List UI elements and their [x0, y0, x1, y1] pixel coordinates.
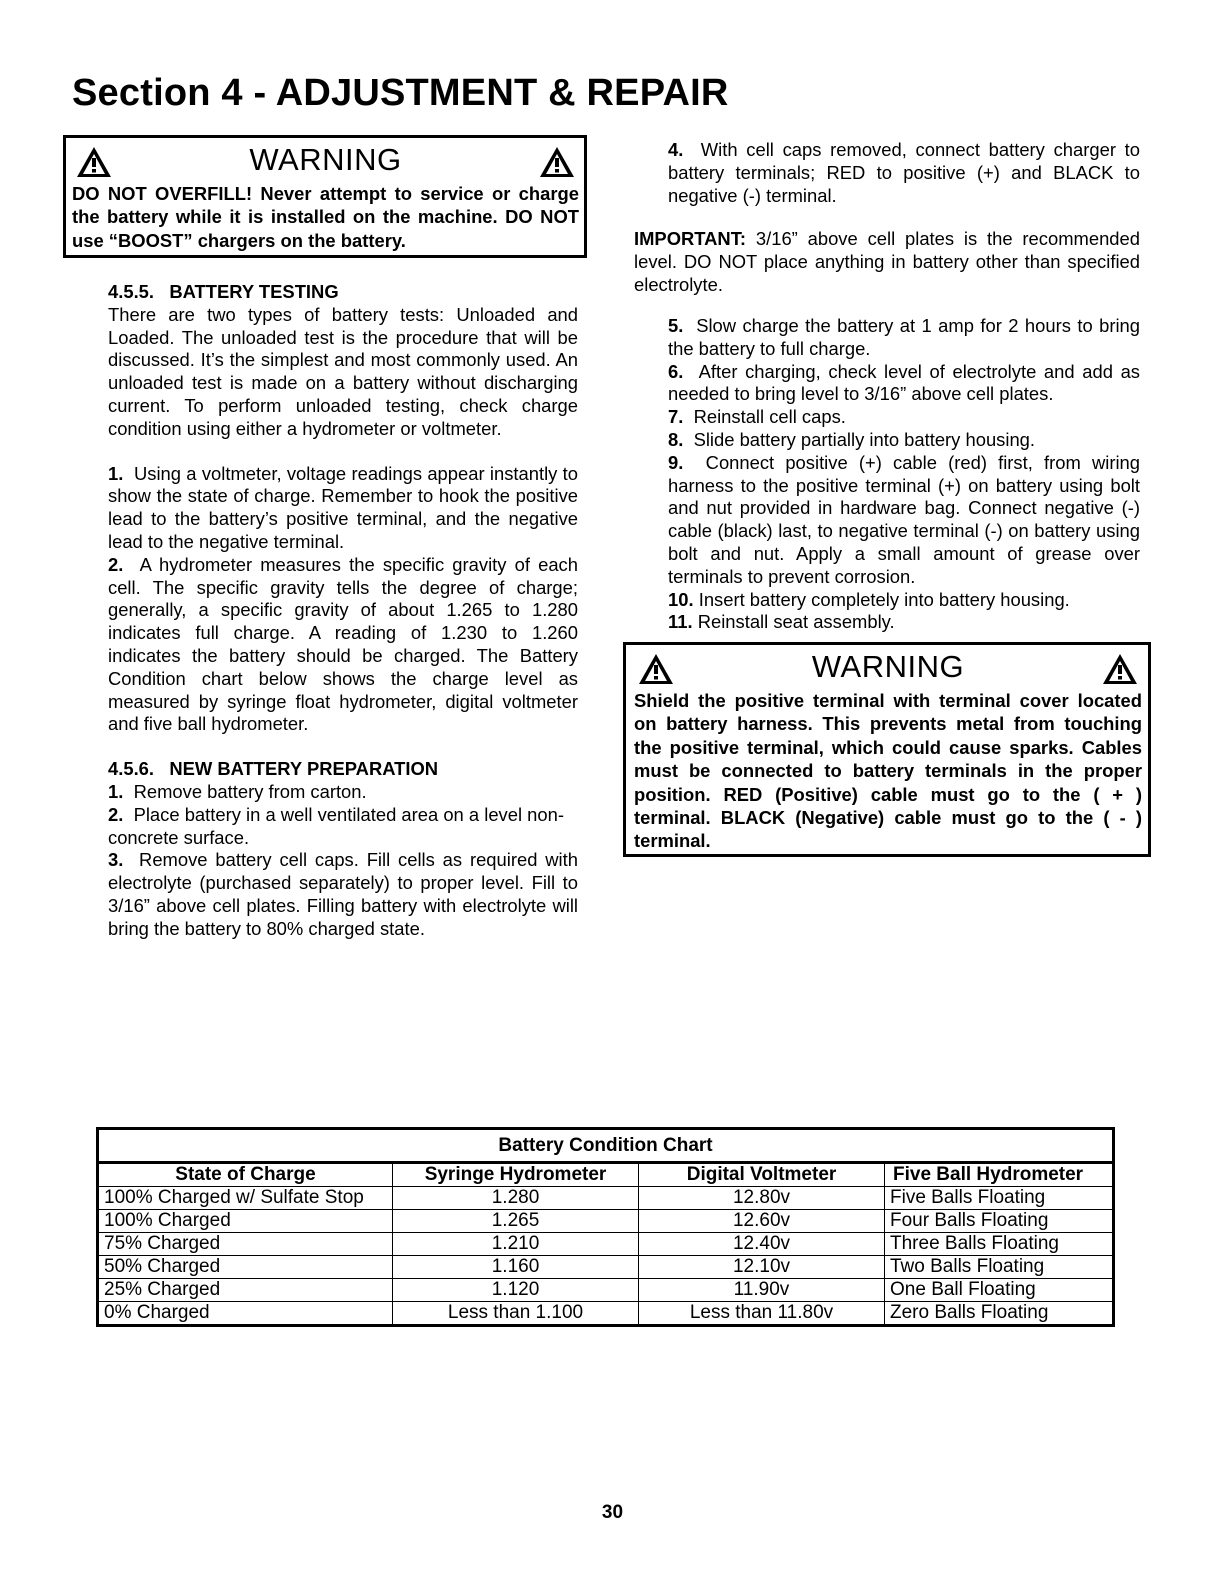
item-text: With cell caps removed, connect battery charger to battery terminals; RED to positive (+) and BLACK to negative (-) terminal. — [668, 139, 1140, 206]
column-header-syringe: Syringe Hydrometer — [393, 1164, 639, 1187]
table-header-row — [99, 1164, 1112, 1187]
table-cell: 100% Charged — [99, 1210, 393, 1233]
warning-triangle-icon — [76, 146, 112, 178]
list-item — [668, 429, 1140, 452]
important-text: 3/16” above cell plates is the recommended level. DO NOT place anything in battery other than specified electrolyte. — [634, 228, 1140, 295]
item-text: After charging, check level of electrolyte and add as needed to bring level to 3/16” above cell plates. — [668, 360, 1140, 405]
list-item — [668, 589, 1140, 612]
table-cell: 1.120 — [393, 1279, 639, 1302]
heading-number: 4.5.6. — [108, 758, 155, 780]
item-number: 3. — [108, 849, 124, 871]
column-header-state: State of Charge — [99, 1164, 393, 1187]
table-cell: 1.160 — [393, 1256, 639, 1279]
item-number: 2. — [108, 553, 124, 575]
page-number: 30 — [601, 1502, 624, 1523]
chart-title: Battery Condition Chart — [99, 1130, 1112, 1164]
item-text: Remove battery cell caps. Fill cells as required with electrolyte (purchased separately) to proper level. Fill to 3/16” above cell plates. Filling battery with electrolyte will bring the battery to 80% charged state. — [108, 849, 578, 939]
table-cell: 12.10v — [639, 1256, 885, 1279]
warning-title: WARNING — [811, 649, 965, 684]
list-item — [108, 554, 578, 736]
item-text: Insert battery completely into battery housing. — [698, 588, 1070, 610]
item-number: 6. — [668, 360, 684, 382]
list-item — [668, 611, 1140, 634]
table-cell: 0% Charged — [99, 1302, 393, 1325]
warning-header — [72, 140, 579, 182]
table-cell: 25% Charged — [99, 1279, 393, 1302]
item-text: Connect positive (+) cable (red) first, from wiring harness to the positive terminal (+) on battery using bolt and nut provided in hardware bag. Connect negative (-) cable (black) last, to negative terminal (-) on battery using bolt and nut. Apply a small amount of grease over terminals to prevent corrosion. — [668, 451, 1140, 587]
warning-box-terminal — [623, 642, 1151, 857]
list-item — [108, 463, 578, 554]
heading-number: 4.5.5. — [108, 281, 155, 302]
table-row — [99, 1302, 1112, 1325]
table-cell: Less than 1.100 — [393, 1302, 639, 1325]
item-number: 8. — [668, 428, 684, 450]
table-cell: One Ball Floating — [885, 1279, 1113, 1302]
item-number: 4. — [668, 139, 684, 160]
item-number: 5. — [668, 315, 684, 336]
list-item — [108, 804, 578, 850]
warning-triangle-icon — [1102, 653, 1138, 685]
table-row — [99, 1233, 1112, 1256]
paragraph-battery-testing-intro: There are two types of battery tests: Unloaded and Loaded. The unloaded test is the procedure that will be discussed. It’s the simplest and most commonly used. An unloaded test is made on a battery without discharging current. To perform unloaded testing, check charge condition using either a hydrometer or voltmeter. — [108, 303, 578, 439]
important-note — [634, 228, 1140, 296]
warning-box-overfill — [63, 135, 587, 258]
item-text: Using a voltmeter, voltage readings appear instantly to show the state of charge. Remember to hook the positive lead to the battery’s positive terminal, and the negative lead to the negative terminal. — [108, 462, 578, 552]
warning-triangle-icon — [638, 653, 674, 685]
page-title: Section 4 - ADJUSTMENT & REPAIR — [72, 72, 729, 114]
item-number: 7. — [668, 406, 684, 428]
table-cell: Four Balls Floating — [885, 1210, 1113, 1233]
table-cell: Zero Balls Floating — [890, 1302, 1049, 1323]
table-cell: Three Balls Floating — [885, 1233, 1113, 1256]
table-row — [99, 1256, 1112, 1279]
warning-text: Shield the positive terminal with terminal cover located on battery harness. This prevents metal from touching the positive terminal, which could cause sparks. Cables must be connected to battery terminals in the proper position. RED (Positive) cable must go to the ( + ) terminal. BLACK (Negative) cable must go to the ( - ) terminal. — [634, 690, 1142, 852]
item-number: 9. — [668, 451, 684, 473]
column-header-voltmeter: Digital Voltmeter — [639, 1164, 885, 1187]
list-item — [668, 315, 1140, 361]
heading-text: BATTERY TESTING — [169, 281, 339, 302]
section-heading-new-battery — [108, 758, 578, 781]
item-number: 1. — [108, 462, 124, 484]
table-cell: Five Balls Floating — [885, 1187, 1113, 1210]
warning-text: DO NOT OVERFILL! Never attempt to service or charge the battery while it is installed on the machine. DO NOT use “BOOST” chargers on the battery. — [72, 183, 579, 251]
right-column-steps — [668, 315, 1140, 634]
table-row — [99, 1187, 1112, 1210]
table-cell: 1.265 — [393, 1210, 639, 1233]
table-row — [99, 1279, 1112, 1302]
table-cell: 11.90v — [639, 1279, 885, 1302]
list-item — [668, 406, 1140, 429]
table-cell: 1.280 — [393, 1187, 639, 1210]
warning-triangle-icon — [539, 146, 575, 178]
list-item — [108, 781, 578, 804]
warning-header — [634, 647, 1142, 689]
warning-title: WARNING — [249, 142, 402, 177]
item-number: 11. — [668, 611, 693, 633]
table-cell: 1.210 — [393, 1233, 639, 1256]
list-item — [668, 361, 1140, 407]
item-text: A hydrometer measures the specific gravity of each cell. The specific gravity tells the degree of charge; generally, a specific gravity of about 1.265 to 1.280 indicates full charge. A reading of 1.230 to 1.260 indicates the battery should be charged. The Battery Condition chart below shows the charge level as measured by syringe float hydrometer, digital voltmeter and five ball hydrometer. — [108, 553, 578, 735]
item-number: 10. — [668, 588, 694, 610]
battery-condition-table — [99, 1164, 1112, 1324]
battery-condition-chart — [96, 1127, 1115, 1327]
table-cell: 50% Charged — [99, 1256, 393, 1279]
section-heading-battery-testing — [108, 281, 578, 304]
table-cell: 12.80v — [639, 1187, 885, 1210]
table-row — [99, 1210, 1112, 1233]
item-number: 2. — [108, 803, 124, 825]
item-text: Place battery in a well ventilated area on a level non-concrete surface. — [108, 803, 564, 848]
heading-text: NEW BATTERY PREPARATION — [169, 758, 439, 780]
item-text: Remove battery from carton. — [133, 780, 367, 802]
table-cell: 12.40v — [639, 1233, 885, 1256]
table-cell: 12.60v — [639, 1210, 885, 1233]
left-column — [108, 281, 578, 941]
list-item — [668, 452, 1140, 589]
table-cell: Less than 11.80v — [639, 1302, 885, 1325]
item-text: Reinstall seat assembly. — [697, 611, 895, 633]
list-item — [668, 139, 1140, 207]
table-cell: Two Balls Floating — [885, 1256, 1113, 1279]
item-text: Slow charge the battery at 1 amp for 2 hours to bring the battery to full charge. — [668, 315, 1140, 359]
list-item — [108, 849, 578, 940]
item-number: 1. — [108, 780, 124, 802]
right-column — [668, 139, 1140, 207]
column-header-five-ball: Five Ball Hydrometer — [885, 1164, 1113, 1187]
item-text: Slide battery partially into battery housing. — [693, 428, 1036, 450]
important-label: IMPORTANT: — [634, 228, 747, 249]
item-text: Reinstall cell caps. — [693, 406, 846, 428]
table-cell: 75% Charged — [99, 1233, 393, 1256]
table-cell: 100% Charged w/ Sulfate Stop — [99, 1187, 393, 1210]
